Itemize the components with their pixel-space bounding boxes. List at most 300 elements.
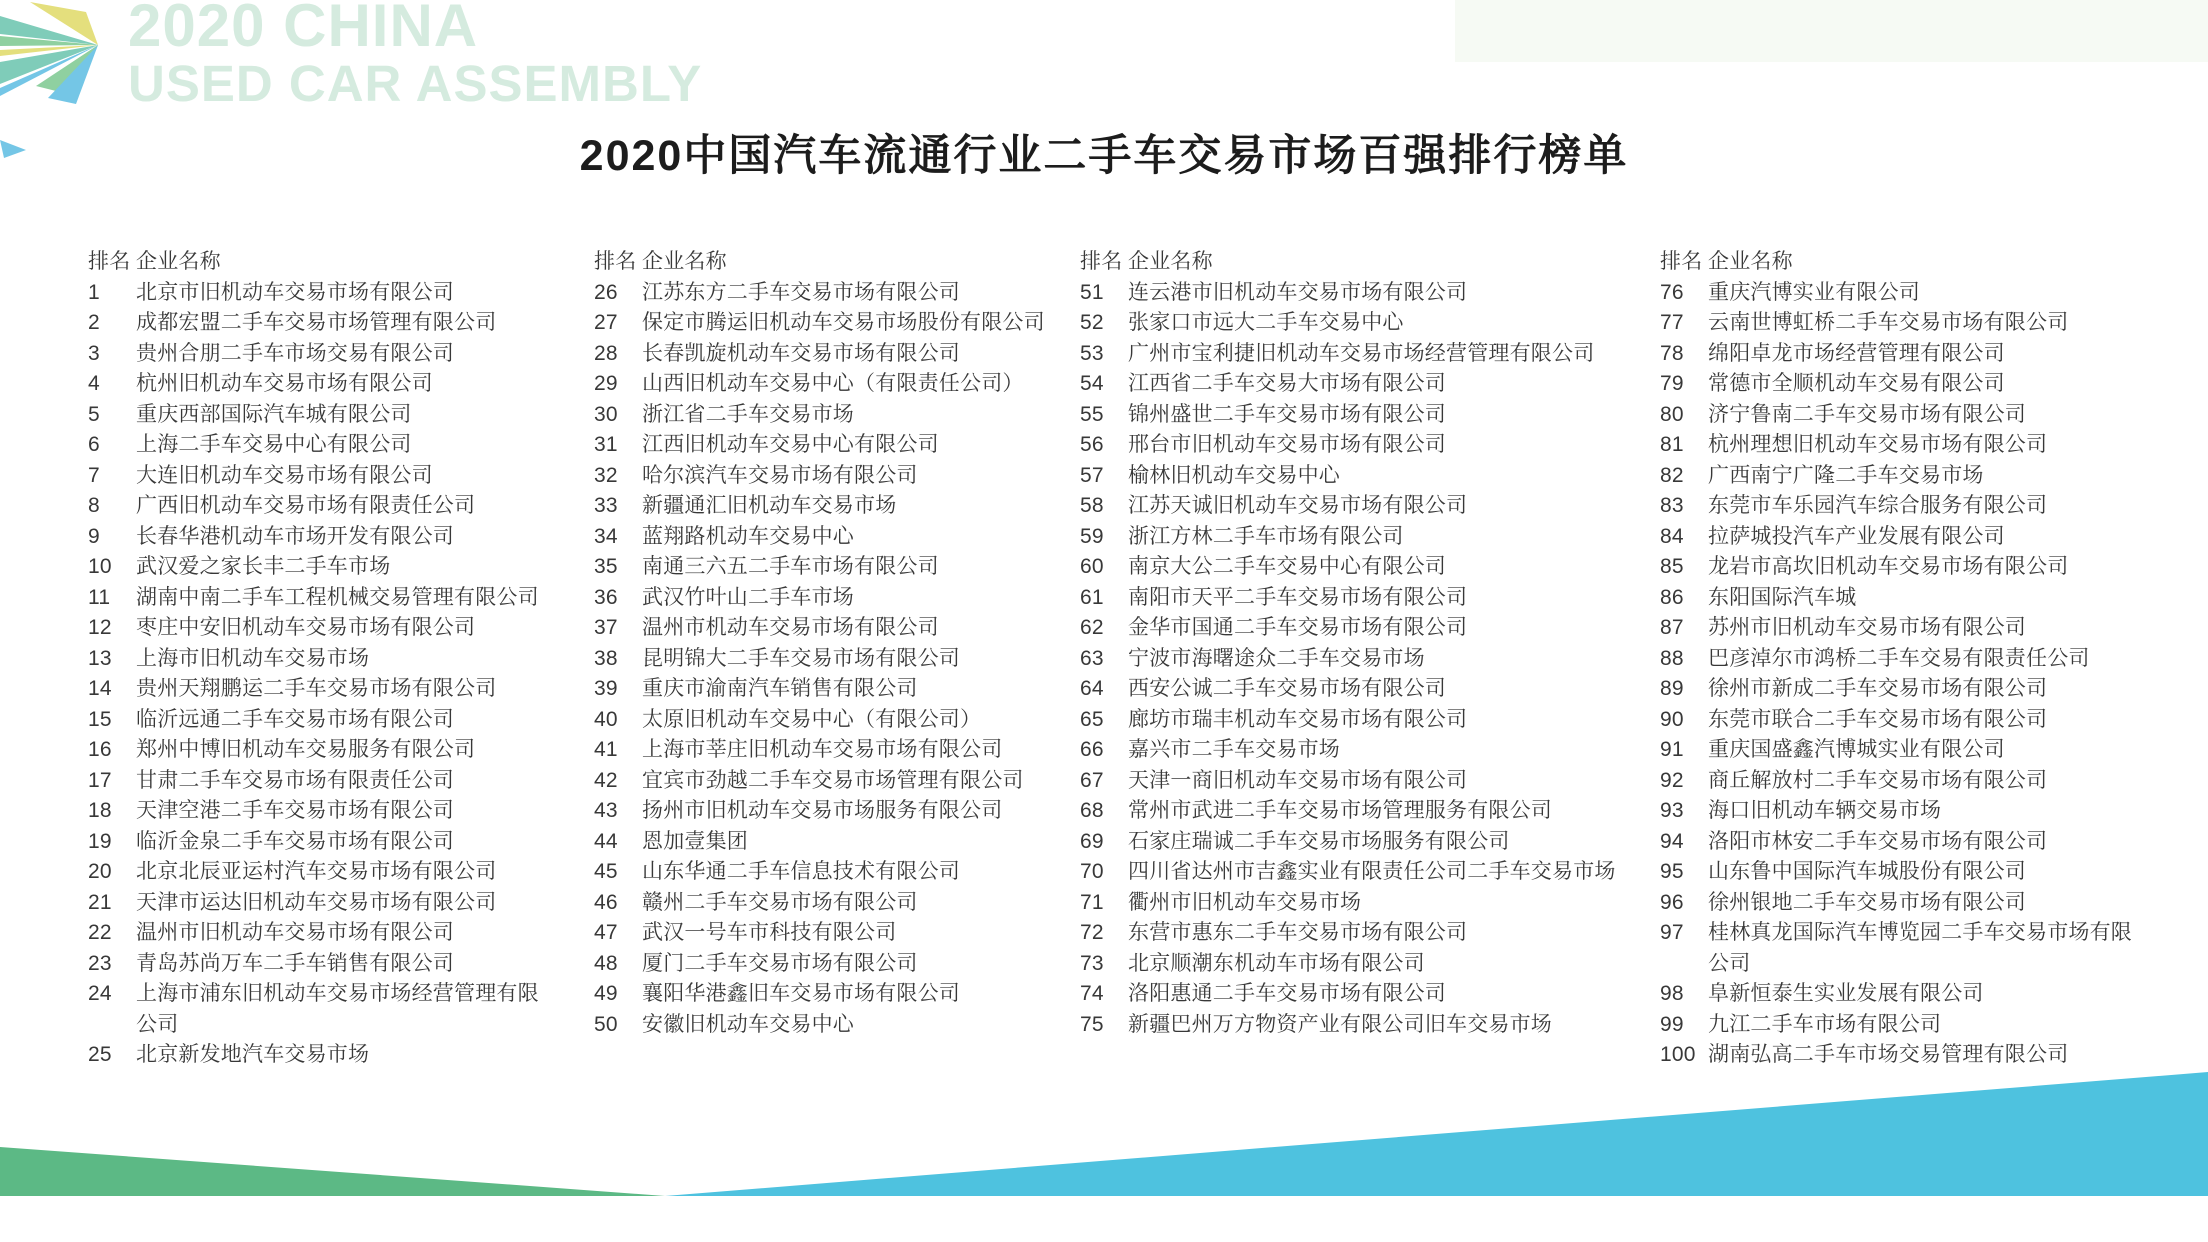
name-header: 企业名称 [1708,250,1793,273]
rank-cell: 85 [1660,555,1684,578]
company-name-cell: 洛阳市林安二手车交易市场有限公司 [1708,829,2048,853]
company-name-cell: 大连旧机动车交易市场有限公司 [136,463,433,487]
table-row [88,278,556,309]
rank-cell: 2 [88,311,100,334]
company-name-cell: 昆明锦大二手车交易市场有限公司 [642,646,960,670]
rank-cell: 66 [1080,738,1104,761]
table-row [88,552,556,583]
table-row [1080,766,1643,797]
rank-cell: 16 [88,738,112,761]
table-row [1080,461,1643,492]
company-name-cell: 郑州中博旧机动车交易服务有限公司 [136,738,476,761]
company-name-cell: 连云港市旧机动车交易市场有限公司 [1128,280,1468,304]
table-row [1080,705,1643,736]
table-row [88,979,556,1040]
table-row [594,583,1072,614]
rank-header: 排名 [88,250,131,273]
rank-cell: 68 [1080,799,1104,822]
rank-cell: 70 [1080,860,1104,883]
rank-cell: 8 [88,494,100,517]
rank-cell: 61 [1080,585,1104,609]
table-row [594,949,1072,980]
company-name-cell: 锦州盛世二手车交易市场有限公司 [1128,402,1446,426]
rank-cell: 53 [1080,341,1104,365]
company-name-cell: 襄阳华港鑫旧车交易市场有限公司 [642,982,960,1005]
company-name-cell: 常州市武进二手车交易市场管理服务有限公司 [1128,799,1552,822]
company-name-cell: 贵州合朋二手车市场交易有限公司 [136,341,454,365]
company-name-cell: 巴彦淖尔市鸿桥二手车交易有限责任公司 [1708,646,2090,670]
rank-cell: 4 [88,372,100,395]
table-row [1080,583,1643,614]
table-row [1080,491,1643,522]
company-name-cell: 温州市机动车交易市场有限公司 [642,616,939,639]
company-name-cell: 廊坊市瑞丰机动车交易市场有限公司 [1128,707,1468,731]
table-row [1080,1010,1643,1041]
rank-cell: 28 [594,341,618,365]
table-row [1080,644,1643,675]
rank-cell: 9 [88,524,100,548]
rank-cell: 17 [88,768,112,792]
company-name-cell: 杭州旧机动车交易市场有限公司 [136,372,433,395]
rank-cell: 27 [594,311,618,334]
event-logo-line2: USED CAR ASSEMBLY [128,55,703,112]
rank-cell: 58 [1080,494,1104,517]
rank-cell: 65 [1080,707,1104,731]
rank-cell: 11 [88,585,111,609]
table-row [594,735,1072,766]
table-row [594,766,1072,797]
company-name-cell: 西安公诚二手车交易市场有限公司 [1128,677,1446,700]
rank-cell: 82 [1660,463,1684,487]
event-logo [128,0,703,112]
company-name-cell: 宁波市海曙途众二手车交易市场 [1128,646,1425,670]
rank-cell: 18 [88,799,112,822]
rank-cell: 51 [1080,280,1104,304]
corner-tint [1455,0,2208,62]
rank-cell: 30 [594,402,618,426]
company-name-cell: 北京北辰亚运村汽车交易市场有限公司 [136,860,497,883]
rank-cell: 40 [594,707,618,731]
table-row [594,461,1072,492]
rank-cell: 19 [88,829,112,853]
rank-cell: 33 [594,494,618,517]
table-row [1660,644,2148,675]
company-name-cell: 湖南中南二手车工程机械交易管理有限公司 [136,585,539,609]
ranking-column-3 [1080,247,1643,1040]
table-row [594,339,1072,370]
table-row [594,430,1072,461]
company-name-cell: 武汉爱之家长丰二手车市场 [136,555,391,578]
rank-cell: 76 [1660,280,1684,304]
table-row [1660,491,2148,522]
company-name-cell: 山东华通二手车信息技术有限公司 [642,860,960,883]
table-row [594,857,1072,888]
rank-cell: 32 [594,463,618,487]
rank-cell: 100 [1660,1043,1696,1066]
table-row [88,796,556,827]
table-row [1080,613,1643,644]
company-name-cell: 龙岩市高坎旧机动车交易市场有限公司 [1708,555,2069,578]
company-name-cell: 赣州二手车交易市场有限公司 [642,890,918,914]
company-name-cell: 重庆汽博实业有限公司 [1708,280,1920,304]
rank-cell: 46 [594,890,618,914]
table-row [1080,369,1643,400]
company-name-cell: 广西旧机动车交易市场有限责任公司 [136,494,476,517]
table-row [88,857,556,888]
table-row [1660,796,2148,827]
company-name-cell: 天津一商旧机动车交易市场有限公司 [1128,768,1468,792]
rank-cell: 22 [88,921,112,944]
company-name-cell: 武汉竹叶山二手车市场 [642,585,854,609]
rank-cell: 64 [1080,677,1104,700]
table-row [88,308,556,339]
company-name-cell: 上海市莘庄旧机动车交易市场有限公司 [642,738,1003,761]
table-row [88,918,556,949]
table-row [594,522,1072,553]
table-row [594,827,1072,858]
company-name-cell: 贵州天翔鹏运二手车交易市场有限公司 [136,677,497,700]
company-name-cell: 北京新发地汽车交易市场 [136,1043,370,1066]
company-name-cell: 山东鲁中国际汽车城股份有限公司 [1708,860,2026,883]
company-name-cell: 常德市全顺机动车交易有限公司 [1708,372,2005,395]
rank-cell: 12 [88,616,112,639]
rank-cell: 48 [594,951,618,975]
rank-cell: 69 [1080,829,1104,853]
table-row [1080,796,1643,827]
company-name-cell: 浙江方林二手车市场有限公司 [1128,524,1404,548]
rank-cell: 78 [1660,341,1684,365]
table-row [1660,552,2148,583]
table-row [1660,461,2148,492]
rank-cell: 67 [1080,768,1104,792]
company-name-cell: 拉萨城投汽车产业发展有限公司 [1708,524,2005,548]
company-name-cell: 南通三六五二手车市场有限公司 [642,555,939,578]
table-row [594,308,1072,339]
company-name-cell: 四川省达州市吉鑫实业有限责任公司二手车交易市场 [1128,860,1616,883]
rank-cell: 34 [594,524,618,548]
rank-cell: 54 [1080,372,1104,395]
rank-cell: 71 [1080,890,1104,914]
rank-cell: 24 [88,982,112,1005]
table-row [1660,339,2148,370]
company-name-cell: 邢台市旧机动车交易市场有限公司 [1128,433,1446,456]
rank-cell: 45 [594,860,618,883]
table-row [1080,888,1643,919]
table-row [1660,827,2148,858]
company-name-cell: 上海市旧机动车交易市场 [136,646,370,670]
company-name-cell: 成都宏盟二手车交易市场管理有限公司 [136,311,497,334]
rank-cell: 97 [1660,921,1684,944]
rank-cell: 62 [1080,616,1104,639]
table-row [1080,339,1643,370]
table-row [594,278,1072,309]
rank-cell: 14 [88,677,112,700]
company-name-cell: 九江二手车市场有限公司 [1708,1012,1942,1036]
company-name-cell: 重庆国盛鑫汽博城实业有限公司 [1708,738,2005,761]
table-row [594,400,1072,431]
company-name-cell: 衢州市旧机动车交易市场 [1128,890,1362,914]
table-row [88,827,556,858]
company-name-cell: 江西省二手车交易大市场有限公司 [1128,372,1446,395]
table-row [88,644,556,675]
rank-cell: 92 [1660,768,1684,792]
column-header [594,247,1072,278]
table-row [1660,857,2148,888]
company-name-cell: 商丘解放村二手车交易市场有限公司 [1708,768,2048,792]
rank-cell: 75 [1080,1012,1104,1036]
table-row [1080,552,1643,583]
rank-cell: 96 [1660,890,1684,914]
table-row [1660,918,2148,979]
column-header [1080,247,1643,278]
rank-cell: 41 [594,738,618,761]
rank-cell: 88 [1660,646,1684,670]
rank-cell: 10 [88,555,112,578]
footer-band-green [0,1147,665,1196]
rank-cell: 84 [1660,524,1684,548]
table-row [1660,522,2148,553]
rank-cell: 37 [594,616,618,639]
company-name-cell: 蓝翔路机动车交易中心 [642,524,854,548]
table-row [88,613,556,644]
company-name-cell: 扬州市旧机动车交易市场服务有限公司 [642,799,1003,822]
table-row [1660,674,2148,705]
table-row [88,461,556,492]
company-name-cell: 天津市运达旧机动车交易市场有限公司 [136,890,497,914]
table-row [88,339,556,370]
company-name-cell: 温州市旧机动车交易市场有限公司 [136,921,454,944]
table-row [594,613,1072,644]
company-name-cell: 厦门二手车交易市场有限公司 [642,951,918,975]
rank-cell: 6 [88,433,100,456]
company-name-cell: 东营市惠东二手车交易市场有限公司 [1128,921,1468,944]
rank-cell: 79 [1660,372,1684,395]
company-name-cell: 临沂金泉二手车交易市场有限公司 [136,829,454,853]
company-name-cell: 保定市腾运旧机动车交易市场股份有限公司 [642,311,1045,334]
rank-cell: 38 [594,646,618,670]
ranking-column-4 [1660,247,2148,1071]
company-name-cell: 济宁鲁南二手车交易市场有限公司 [1708,402,2026,426]
company-name-cell: 杭州理想旧机动车交易市场有限公司 [1708,433,2048,456]
rank-cell: 23 [88,951,112,975]
table-row [1080,857,1643,888]
company-name-cell: 甘肃二手车交易市场有限责任公司 [136,768,454,792]
table-row [594,1010,1072,1041]
table-row [88,400,556,431]
company-name-cell: 枣庄中安旧机动车交易市场有限公司 [136,616,476,639]
company-name-cell: 桂林真龙国际汽车博览园二手车交易市场有限公司 [1708,921,2132,975]
company-name-cell: 长春华港机动车市场开发有限公司 [136,524,454,548]
rank-cell: 43 [594,799,618,822]
table-row [1660,705,2148,736]
table-row [594,491,1072,522]
rank-cell: 89 [1660,677,1684,700]
rank-cell: 73 [1080,951,1104,975]
company-name-cell: 青岛苏尚万车二手车销售有限公司 [136,951,454,975]
rank-cell: 59 [1080,524,1104,548]
rank-cell: 80 [1660,402,1684,426]
rank-cell: 49 [594,982,618,1005]
table-row [1660,369,2148,400]
company-name-cell: 恩加壹集团 [642,829,748,853]
company-name-cell: 临沂远通二手车交易市场有限公司 [136,707,454,731]
rank-cell: 39 [594,677,618,700]
company-name-cell: 浙江省二手车交易市场 [642,402,854,426]
table-row [1080,827,1643,858]
table-row [1080,522,1643,553]
rank-cell: 25 [88,1043,112,1066]
company-name-cell: 绵阳卓龙市场经营管理有限公司 [1708,341,2005,365]
table-row [1660,400,2148,431]
rank-cell: 56 [1080,433,1104,456]
company-name-cell: 北京顺潮东机动车市场有限公司 [1128,951,1425,975]
table-row [88,766,556,797]
rank-cell: 20 [88,860,112,883]
table-row [1660,583,2148,614]
ranking-column-2 [594,247,1072,1040]
table-row [88,705,556,736]
rank-cell: 36 [594,585,618,609]
table-row [1660,613,2148,644]
company-name-cell: 徐州市新成二手车交易市场有限公司 [1708,677,2048,700]
rank-header: 排名 [1660,250,1703,273]
rank-cell: 3 [88,341,100,365]
company-name-cell: 东莞市联合二手车交易市场有限公司 [1708,707,2048,731]
company-name-cell: 江苏天诚旧机动车交易市场有限公司 [1128,494,1468,517]
company-name-cell: 宜宾市劲越二手车交易市场管理有限公司 [642,768,1024,792]
rank-cell: 52 [1080,311,1104,334]
company-name-cell: 云南世博虹桥二手车交易市场有限公司 [1708,311,2069,334]
table-row [594,705,1072,736]
company-name-cell: 重庆市渝南汽车销售有限公司 [642,677,918,700]
rank-cell: 86 [1660,585,1684,609]
rank-cell: 29 [594,372,618,395]
rank-cell: 15 [88,707,112,731]
company-name-cell: 苏州市旧机动车交易市场有限公司 [1708,616,2026,639]
rank-cell: 63 [1080,646,1104,670]
company-name-cell: 上海二手车交易中心有限公司 [136,433,412,456]
name-header: 企业名称 [136,250,221,273]
table-row [88,583,556,614]
table-row [88,949,556,980]
company-name-cell: 阜新恒泰生实业发展有限公司 [1708,982,1984,1005]
company-name-cell: 东莞市车乐园汽车综合服务有限公司 [1708,494,2048,517]
company-name-cell: 张家口市远大二手车交易中心 [1128,311,1404,334]
company-name-cell: 广州市宝利捷旧机动车交易市场经营管理有限公司 [1128,341,1595,365]
table-row [594,918,1072,949]
rank-cell: 87 [1660,616,1684,639]
rank-header: 排名 [1080,250,1123,273]
company-name-cell: 上海市浦东旧机动车交易市场经营管理有限公司 [136,982,539,1036]
name-header: 企业名称 [1128,250,1213,273]
table-row [1660,766,2148,797]
rank-cell: 98 [1660,982,1684,1005]
company-name-cell: 南京大公二手车交易中心有限公司 [1128,555,1446,578]
rank-cell: 94 [1660,829,1684,853]
table-row [1080,674,1643,705]
column-header [1660,247,2148,278]
table-row [88,491,556,522]
company-name-cell: 洛阳惠通二手车交易市场有限公司 [1128,982,1446,1005]
rank-cell: 95 [1660,860,1684,883]
rank-cell: 35 [594,555,618,578]
table-row [1660,735,2148,766]
company-name-cell: 嘉兴市二手车交易市场 [1128,738,1340,761]
rank-cell: 26 [594,280,618,304]
company-name-cell: 重庆西部国际汽车城有限公司 [136,402,412,426]
name-header: 企业名称 [642,250,727,273]
rank-header: 排名 [594,250,637,273]
table-row [1080,308,1643,339]
company-name-cell: 太原旧机动车交易中心（有限公司） [642,707,982,731]
table-row [88,674,556,705]
company-name-cell: 广西南宁广隆二手车交易市场 [1708,463,1984,487]
company-name-cell: 山西旧机动车交易中心（有限责任公司） [642,372,1024,395]
rank-cell: 55 [1080,402,1104,426]
table-row [1080,278,1643,309]
table-row [1080,979,1643,1010]
company-name-cell: 东阳国际汽车城 [1708,585,1857,609]
company-name-cell: 江苏东方二手车交易市场有限公司 [642,280,960,304]
rank-cell: 44 [594,829,618,853]
table-row [594,979,1072,1010]
company-name-cell: 南阳市天平二手车交易市场有限公司 [1128,585,1468,609]
company-name-cell: 江西旧机动车交易中心有限公司 [642,433,939,456]
company-name-cell: 北京市旧机动车交易市场有限公司 [136,280,454,304]
rank-cell: 72 [1080,921,1104,944]
table-row [88,430,556,461]
rank-cell: 21 [88,890,112,914]
table-row [1660,278,2148,309]
rank-cell: 50 [594,1012,618,1036]
company-name-cell: 长春凯旋机动车交易市场有限公司 [642,341,960,365]
rank-cell: 1 [88,280,100,304]
rank-cell: 60 [1080,555,1104,578]
footer-band-blue [665,1072,2208,1196]
rank-cell: 81 [1660,433,1684,456]
company-name-cell: 武汉一号车市科技有限公司 [642,921,897,944]
table-row [1080,735,1643,766]
table-row [1660,888,2148,919]
rank-cell: 57 [1080,463,1104,487]
table-row [1660,308,2148,339]
company-name-cell: 哈尔滨汽车交易市场有限公司 [642,463,918,487]
rank-cell: 31 [594,433,618,456]
company-name-cell: 金华市国通二手车交易市场有限公司 [1128,616,1468,639]
table-row [594,674,1072,705]
rank-cell: 90 [1660,707,1684,731]
table-row [1660,430,2148,461]
rank-cell: 77 [1660,311,1684,334]
table-row [594,552,1072,583]
rank-cell: 74 [1080,982,1104,1005]
company-name-cell: 海口旧机动车辆交易市场 [1708,799,1942,822]
company-name-cell: 石家庄瑞诚二手车交易市场服务有限公司 [1128,829,1510,853]
rank-cell: 5 [88,402,100,426]
rank-cell: 13 [88,646,112,670]
table-row [88,735,556,766]
company-name-cell: 榆林旧机动车交易中心 [1128,463,1340,487]
table-row [88,1040,556,1071]
event-logo-line1: 2020 CHINA [128,0,479,59]
column-header [88,247,556,278]
table-row [88,369,556,400]
table-row [1660,979,2148,1010]
ranking-column-1 [88,247,556,1071]
table-row [1080,949,1643,980]
company-name-cell: 安徽旧机动车交易中心 [642,1012,854,1036]
table-row [594,796,1072,827]
